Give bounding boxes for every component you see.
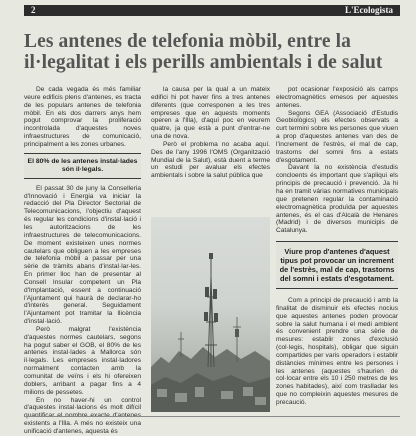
article-column-1 <box>24 86 141 436</box>
article-column-3 <box>276 86 398 407</box>
paragraph: Davant la no existència d'estudis concloents és important que s'apliqui els principis de precaució i prevenció. Ja hi ha en tramit várias normatives municipals que pretenen regular la contaminació electromagnètica produïda per aquestes antenes, és el cas d'Alcalà de Henares (Madrid) i de diversos municipis de Catalunya. <box>276 164 398 235</box>
paragraph: De cada vegada és més familiar veure edificis plens d'antenes, es tracta de les populars antenes de telefonia mòbil. En els dos darrers anys hem pogut comprovar la proliferació incontrolada d'aquestes noves infraestructures de comunicació, principalment a les zones urbanes. <box>24 86 141 148</box>
paragraph: El passat 30 de juny la Conselleria d'Innovació i Energia va iniciar la redacció del Pla Director Sectorial de Telecomunicacions, l'objectiu d'aquest és regular les condicions d'instal·lació i les autoritzacions de les infraestructures de telecomunicacions. De moment existeixen unes normes cautelars que obliguen a les empreses de telefonia mòbil a passar per una sèrie de tràmits abans d'instal·lar-les. En primer lloc han de presentar al Consell Insular competent un Pla d'Implantació, essent a continuació l'Ajuntament qui haurà de declarar-ho d'interès general. Seguidament l'Ajuntament pot tramitar la llicència d'instal·lació. <box>24 184 141 326</box>
antenna-tower-illustration <box>151 217 270 412</box>
paragraph: Però malgrat l'existència d'aquestes normes cautelars, segons ha pogut saber el GOB, el 80% de les antenes instal·lades a Mallorca són il·legals. Les empreses instal·ladores normalment contacten amb la comunitat de veïns i els hi ofereixen doblers, arribant a pagar fins a 4 milions de pessetes. <box>24 325 141 396</box>
article-headline: Les antenes de telefonia mòbil, entre la il·legalitat i els perills ambientals i de salut <box>24 31 383 73</box>
page-number: 2 <box>31 5 36 15</box>
magazine-name: L'Ecologista <box>344 5 393 15</box>
page-header-bar <box>24 5 400 16</box>
bottom-rule <box>24 416 400 417</box>
paragraph: Segons GEA (Associació d'Estudis Geobiològics) els efectes observats a curt termini sobre les persones que viuen a prop d'aquestes antenes van des de l'increment de l'estrès, el mal de cap, trastorns del somni fins a estats d'esgotament. <box>276 109 398 164</box>
paragraph: Com a principi de precaució i amb la finalitat de disminuir els efectes nocius que aquestes antenes poden provocar sobre la salut humana i el medi ambient és convenient prendre una sèrie de mesures: establir zones d'exclusió (col·legis, hospitals), obligar que siguin compartides per varis operadors i establir distàncies mínimes entre les persones i les antenes (aquestes s'haurien de col·locar entre els 10 i 250 metres de les zones habitades), així com traslladar les que no compleixin aquestes mesures de precaució. <box>276 297 398 406</box>
paragraph: En no haver-hi un control d'aquestes instal·lacions és molt difícil quantificar el nombre exacte d'antenes existents a l'Illa. A més no existeix una unificació d'antenes, aquesta és <box>24 396 141 435</box>
pull-quote: El 80% de les antenes instal·lades són il·legals. <box>24 153 141 179</box>
paragraph: la causa per la qual a un mateix edifici hi pot haver fins a tres antenes diferents (que corresponen a les tres empreses que en aquests moments operen a l'Illa), d'aquí poc en veurem quatre, ja que està a punt d'entrar-ne una de nova. <box>151 86 270 141</box>
article-column-2 <box>151 86 270 180</box>
antenna-photo <box>151 217 270 412</box>
paragraph: pot ocasionar l'exposició als camps electromagnètics emesos per aquestes antenes. <box>276 86 398 109</box>
pull-quote: Viure prop d'antenes d'aquest tipus pot provocar un increment de l'estrès, mal de cap, trastorns del somni i estats d'esgotament. <box>276 241 398 289</box>
paragraph: Però el problema no acaba aquí. Des de l'any 1996 l'OMS (Organització Mundial de la Salut), està duent a terme un estudi per avaluar els efectes ambientals i sobre la salut pública que <box>151 140 270 180</box>
